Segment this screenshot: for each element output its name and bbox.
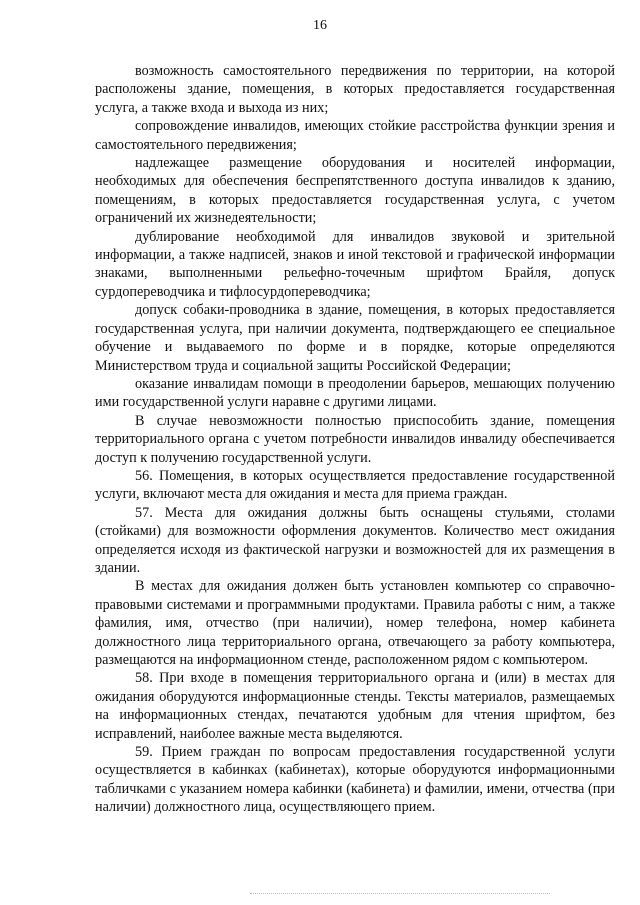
paragraph-1: возможность самостоятельного передвижения по территории, на которой расположены здание, помещения, в которых предоставляется государственная услуга, а также входа и выхода из них; — [95, 63, 615, 116]
paragraph-8-item-56: 56. Помещения, в которых осуществляется предоставление государственной услуги, включают места для ожидания и места для приема граждан. — [95, 467, 615, 503]
paragraph-10: В местах для ожидания должен быть установлен компьютер со справочно-правовыми системами и программными продуктами. Правила работы с ним, а также фамилия, имя, отчество (при наличии), номер телефона, номер кабинета должностного лица территориального органа, отвечающего за работу компьютера, размещаются на информационном стенде, расположенном рядом с компьютером. — [95, 578, 615, 668]
page-number: 16 — [313, 18, 327, 33]
paragraph-5: допуск собаки-проводника в здание, помещения, в которых предоставляется государственная услуга, при наличии документа, подтверждающего ее специальное обучение и выдаваемого по форме и в порядке, которые определяются Министерством труда и социальной защиты Российской Федерации; — [95, 302, 615, 374]
scan-artifact-line — [250, 893, 550, 896]
paragraph-12-item-59: 59. Прием граждан по вопросам предоставления государственной услуги осуществляется в кабинках (кабинетах), которые оборудуются информационными табличками с указанием номера кабинки (кабинета) и фамилии, имени, отчества (при наличии) должностного лица, осуществляющего прием. — [95, 744, 615, 816]
paragraph-11-item-58: 58. При входе в помещения территориального органа и (или) в местах для ожидания оборудуются информационные стенды. Тексты материалов, размещаемых на информационных стендах, печатаются удобным для чтения шрифтом, без исправлений, наиболее важные места выделяются. — [95, 670, 615, 742]
paragraph-2: сопровождение инвалидов, имеющих стойкие расстройства функции зрения и самостоятельного передвижения; — [95, 118, 615, 153]
paragraph-4: дублирование необходимой для инвалидов звуковой и зрительной информации, а также надписей, знаков и иной текстовой и графической информации знаками, выполненными рельефно-точечным шрифтом Брайля, допуск сурдопереводчика и тифлосурдопереводчика; — [95, 228, 615, 300]
paragraph-9-item-57: 57. Места для ожидания должны быть оснащены стульями, столами (стойками) для возможности оформления документов. Количество мест ожидания определяется исходя из фактической нагрузки и возможностей для их размещения в здании. — [95, 504, 615, 576]
paragraph-7: В случае невозможности полностью приспособить здание, помещения территориального органа с учетом потребности инвалидов инвалиду обеспечивается доступ к получению государственной услуги. — [95, 412, 615, 466]
paragraph-6: оказание инвалидам помощи в преодолении барьеров, мешающих получению ими государственной услуги наравне с другими лицами. — [95, 375, 615, 411]
document-body — [95, 62, 615, 817]
paragraph-3: надлежащее размещение оборудования и носителей информации, необходимых для обеспечения беспрепятственного доступа инвалидов к зданию, помещениям, в которых предоставляется государственная услуга, с учетом ограничений их жизнедеятельности; — [95, 155, 615, 227]
